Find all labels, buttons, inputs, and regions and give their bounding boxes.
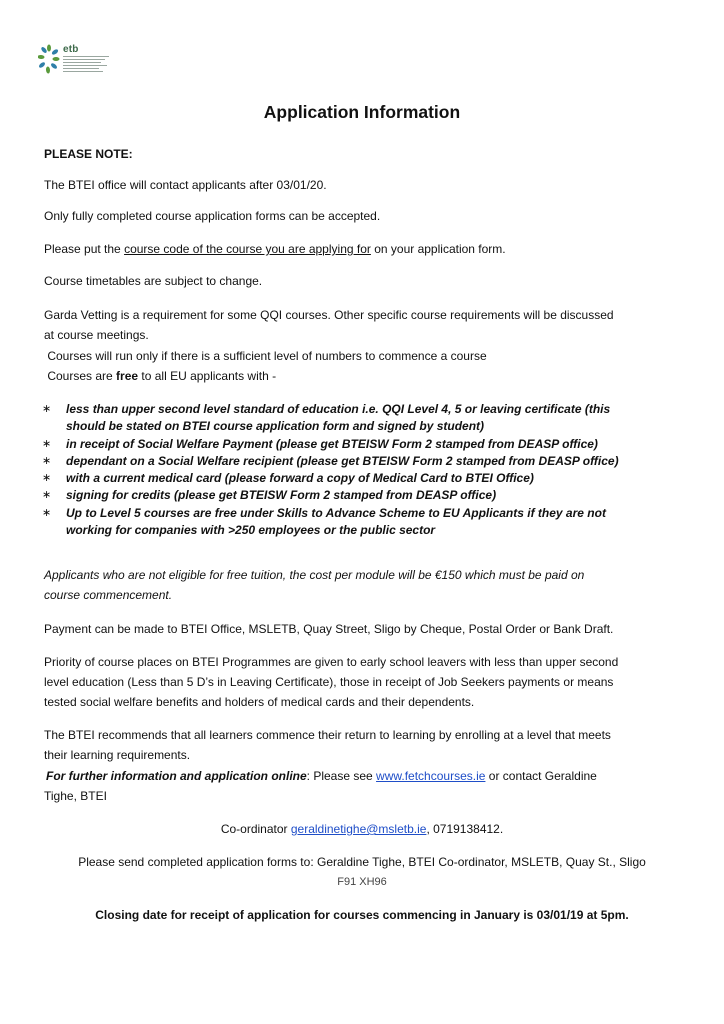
coordinator-contact: Co-ordinator geraldinetighe@msletb.ie, 0719138412. — [220, 822, 504, 836]
further-info-line-1: For further information and application online: Please see www.fetchcourses.ie or contact Geraldine — [46, 769, 597, 783]
free-courses-note: Courses are free to all EU applicants with - — [44, 369, 277, 383]
recommend-line-2: their learning requirements. — [44, 748, 191, 762]
bullet-icon: ∗ — [42, 506, 52, 519]
fetchcourses-link[interactable]: www.fetchcourses.ie — [376, 769, 486, 783]
send-forms-line-2: F91 XH96 — [337, 876, 387, 888]
free-word: free — [116, 369, 139, 383]
list-item: ∗ less than upper second level standard of education i.e. QQI Level 4, 5 or leaving certificate (this should be stated on BTEI course application form and signed by student) — [42, 402, 611, 434]
garda-vetting-line-2: at course meetings. — [44, 328, 149, 342]
bullet-icon: ∗ — [42, 403, 52, 415]
etb-logo-icon — [38, 44, 60, 74]
please-note-heading: PLEASE NOTE: — [44, 147, 133, 161]
list-item: ∗ with a current medical card (please forward a copy of Medical Card to BTEI Office) — [44, 470, 684, 487]
etb-logo — [38, 44, 118, 78]
logo-text: etb — [63, 44, 79, 55]
bullet-icon: ∗ — [42, 437, 52, 450]
coordinator-email-link[interactable]: geraldinetighe@msletb.ie — [290, 822, 427, 836]
list-item: ∗ Up to Level 5 courses are free under Skills to Advance Scheme to EU Applicants if they are not working for companies with >250 employees or the public sector — [42, 505, 606, 538]
bullet-icon: ∗ — [42, 454, 52, 467]
payment-note: Payment can be made to BTEI Office, MSLETB, Quay Street, Sligo by Cheque, Postal Order or Bank Draft. — [44, 622, 614, 636]
eligibility-list — [44, 401, 684, 539]
completed-forms-note: Only fully completed course application forms can be accepted. — [44, 209, 381, 223]
page-title: Application Information — [263, 102, 461, 122]
bullet-icon: ∗ — [42, 489, 52, 502]
contact-date-note: The BTEI office will contact applicants after 03/01/20. — [44, 178, 327, 192]
list-item: ∗ in receipt of Social Welfare Payment (please get BTEISW Form 2 stamped from DEASP office) — [44, 436, 684, 453]
course-code-underlined: course code of the course you are applying for — [124, 242, 371, 256]
fee-line-1: Applicants who are not eligible for free tuition, the cost per module will be €150 which must be paid on — [44, 568, 585, 582]
course-code-note: Please put the course code of the course you are applying for on your application form. — [44, 242, 506, 256]
fee-line-2: course commencement. — [44, 588, 173, 602]
priority-line-3: tested social welfare benefits and holders of medical cards and their dependents. — [44, 695, 475, 709]
logo-tagline-lines — [63, 56, 109, 74]
priority-line-1: Priority of course places on BTEI Programmes are given to early school leavers with less than upper second — [44, 655, 619, 669]
bullet-icon: ∗ — [42, 472, 52, 485]
list-item: ∗ signing for credits (please get BTEISW Form 2 stamped from DEASP office) — [44, 487, 684, 504]
further-info-line-2: Tighe, BTEI — [44, 789, 107, 803]
further-info-label: For further information and application online — [46, 769, 307, 783]
send-forms-line-1: Please send completed application forms to: Geraldine Tighe, BTEI Co-ordinator, MSLETB, Quay St., Sligo — [78, 855, 646, 869]
closing-date-note: Closing date for receipt of application for courses commencing in January is 03/01/19 at 5pm. — [95, 908, 629, 922]
timetable-note: Course timetables are subject to change. — [44, 274, 263, 288]
priority-line-2: level education (Less than 5 D’s in Leaving Certificate), those in receipt of Job Seekers payments or means — [44, 675, 614, 689]
garda-vetting-line-1: Garda Vetting is a requirement for some QQI courses. Other specific course requirements will be discussed — [44, 308, 614, 322]
numbers-note: Courses will run only if there is a sufficient level of numbers to commence a course — [44, 349, 487, 363]
list-item: ∗ dependant on a Social Welfare recipient (please get BTEISW Form 2 stamped from DEASP office) — [44, 453, 684, 470]
recommend-line-1: The BTEI recommends that all learners commence their return to learning by enrolling at a level that meets — [44, 728, 611, 742]
